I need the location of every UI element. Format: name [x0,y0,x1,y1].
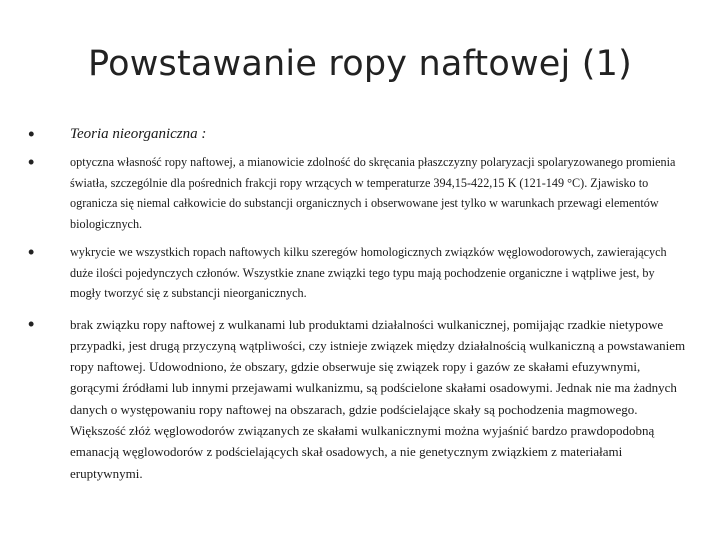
bullet-item [28,314,688,484]
bullet-text: brak związku ropy naftowej z wulkanami lub produktami działalności wulkanicznej, pomijając rzadkie nietypowe przypadki, jest drugą przyczyną wątpliwości, czy istnieje związek między działalnością wulkaniczną a powstawaniem ropy naftowej. Udowodniono, że obszary, gdzie obserwuje się związek ropy i gazów ze skałami efuzywnymi, gorącymi źródłami lub innymi przejawami wulkanizmu, są podścielone skałami osadowymi. Jednak nie ma żadnych danych o występowaniu ropy naftowej na obszarach, gdzie podścielające skały są pochodzenia magmowego. Większość złóż węglowodorów związanych ze skałami wulkanicznymi można wyjaśnić bardzo prawdopodobną emanacją węglowodorów z podścielających skał osadowych, a nie genetycznym związkiem z materiałami eruptywnymi. [70,316,686,481]
bullet-icon: • [28,242,35,262]
bullet-icon: • [28,124,35,144]
bullet-list [28,124,688,484]
bullet-icon: • [28,313,35,334]
bullet-item [28,124,688,144]
bullet-text: wykrycie we wszystkich ropach naftowych kilku szeregów homologicznych związków węglowodorowych, zawierających duże ilości pojedynczych członów. Wszystkie znane związki tego typu mają pochodzenie organiczne i wątpliwe jest, by mogły tworzyć się z substancji nieorganicznych. [70,245,667,300]
bullet-item [28,152,688,234]
bullet-text: optyczna własność ropy naftowej, a mianowicie zdolność do skręcania płaszczyzny polaryzacji spolaryzowanego promienia światła, szczególnie dla pośrednich frakcji ropy wrzących w temperaturze 394,15-422,15 K (121-149 °C). Zjawisko to ogranicza się niemal całkowicie do substancji organicznych i obserwowane jest tylko w warunkach przewagi elementów biologicznych. [70,155,676,231]
bullet-item [28,242,688,304]
slide-title: Powstawanie ropy naftowej (1) [88,44,632,84]
bullet-icon: • [28,152,35,172]
bullet-text: Teoria nieorganiczna : [70,126,207,142]
